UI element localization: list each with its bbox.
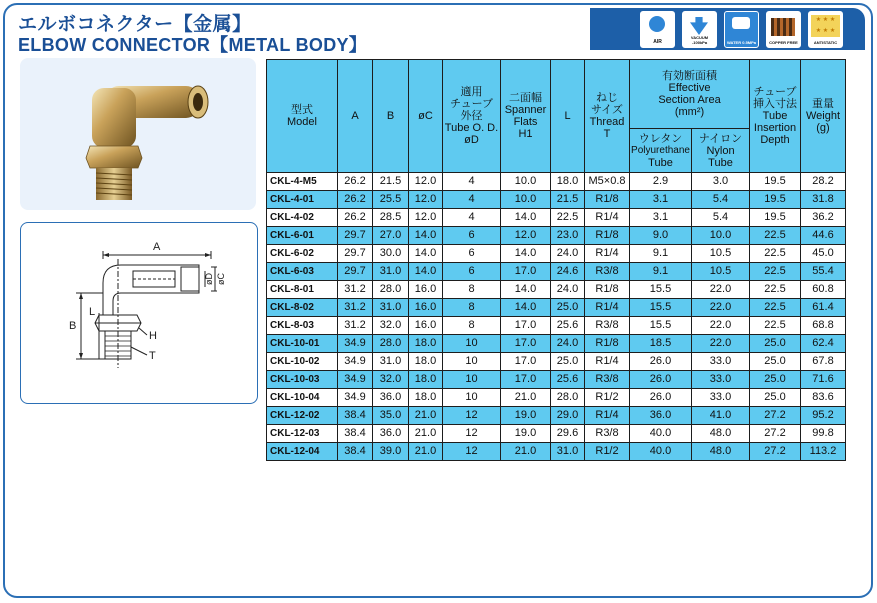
cell-c: 16.0 <box>409 299 443 317</box>
cell-pu: 2.9 <box>630 173 692 191</box>
feature-icons <box>640 11 843 48</box>
cell-model: CKL-6-01 <box>267 227 338 245</box>
cell-h: 12.0 <box>501 227 551 245</box>
cell-depth: 25.0 <box>750 389 801 407</box>
cell-t: R1/8 <box>585 335 630 353</box>
cell-model: CKL-6-03 <box>267 263 338 281</box>
table-row <box>267 281 846 299</box>
cell-c: 18.0 <box>409 335 443 353</box>
dim-d-label: øD <box>204 273 214 285</box>
cell-t: R1/4 <box>585 353 630 371</box>
dim-a-label: A <box>153 241 161 253</box>
header-thread: ねじ サイズ Thread T <box>585 60 630 173</box>
cell-l: 18.0 <box>551 173 585 191</box>
cell-t: R3/8 <box>585 263 630 281</box>
cell-b: 31.0 <box>373 263 409 281</box>
cell-depth: 19.5 <box>750 191 801 209</box>
cell-model: CKL-8-01 <box>267 281 338 299</box>
header-spanner: 二面幅 Spanner Flats H1 <box>501 60 551 173</box>
cell-d: 10 <box>443 353 501 371</box>
header-insertion-depth: チューブ 挿入寸法 Tube Insertion Depth <box>750 60 801 173</box>
table-row <box>267 317 846 335</box>
cell-weight: 45.0 <box>801 245 846 263</box>
cell-l: 29.6 <box>551 425 585 443</box>
cell-b: 28.0 <box>373 335 409 353</box>
cell-pu: 15.5 <box>630 299 692 317</box>
cell-a: 34.9 <box>338 389 373 407</box>
header-l: L <box>551 60 585 173</box>
cell-weight: 31.8 <box>801 191 846 209</box>
cell-pu: 40.0 <box>630 443 692 461</box>
dimension-diagram <box>20 222 258 404</box>
cell-l: 23.0 <box>551 227 585 245</box>
cell-model: CKL-10-01 <box>267 335 338 353</box>
cell-d: 6 <box>443 245 501 263</box>
table-row <box>267 407 846 425</box>
cell-model: CKL-10-03 <box>267 371 338 389</box>
cell-l: 24.0 <box>551 335 585 353</box>
cell-ny: 3.0 <box>692 173 750 191</box>
cell-d: 10 <box>443 389 501 407</box>
cell-depth: 22.5 <box>750 281 801 299</box>
cell-model: CKL-4-M5 <box>267 173 338 191</box>
cell-pu: 15.5 <box>630 281 692 299</box>
cell-a: 29.7 <box>338 227 373 245</box>
cell-depth: 27.2 <box>750 443 801 461</box>
cell-model: CKL-4-01 <box>267 191 338 209</box>
cell-depth: 25.0 <box>750 335 801 353</box>
cell-c: 12.0 <box>409 191 443 209</box>
cell-depth: 22.5 <box>750 227 801 245</box>
table-row <box>267 353 846 371</box>
table-row <box>267 371 846 389</box>
cell-t: R3/8 <box>585 425 630 443</box>
cell-model: CKL-12-04 <box>267 443 338 461</box>
cell-t: R1/2 <box>585 443 630 461</box>
cell-weight: 36.2 <box>801 209 846 227</box>
header-model: 型式 Model <box>267 60 338 173</box>
table-row <box>267 245 846 263</box>
cell-t: M5×0.8 <box>585 173 630 191</box>
cell-h: 14.0 <box>501 299 551 317</box>
table-row <box>267 299 846 317</box>
cell-d: 6 <box>443 263 501 281</box>
cell-b: 27.0 <box>373 227 409 245</box>
cell-t: R1/8 <box>585 191 630 209</box>
cell-pu: 26.0 <box>630 371 692 389</box>
cell-depth: 19.5 <box>750 209 801 227</box>
cell-pu: 3.1 <box>630 191 692 209</box>
cell-c: 18.0 <box>409 389 443 407</box>
cell-l: 24.6 <box>551 263 585 281</box>
cell-ny: 22.0 <box>692 335 750 353</box>
cell-l: 22.5 <box>551 209 585 227</box>
cell-c: 16.0 <box>409 281 443 299</box>
cell-ny: 41.0 <box>692 407 750 425</box>
cell-weight: 28.2 <box>801 173 846 191</box>
cell-d: 6 <box>443 227 501 245</box>
cell-depth: 27.2 <box>750 425 801 443</box>
dim-b-label: B <box>69 320 77 332</box>
cell-weight: 55.4 <box>801 263 846 281</box>
table-row <box>267 227 846 245</box>
cell-d: 4 <box>443 209 501 227</box>
cell-weight: 67.8 <box>801 353 846 371</box>
product-photo <box>20 58 256 210</box>
cell-ny: 48.0 <box>692 425 750 443</box>
cell-c: 12.0 <box>409 209 443 227</box>
cell-t: R1/4 <box>585 407 630 425</box>
cell-model: CKL-8-02 <box>267 299 338 317</box>
cell-a: 34.9 <box>338 335 373 353</box>
cell-b: 32.0 <box>373 317 409 335</box>
header-weight: 重量 Weight (g) <box>801 60 846 173</box>
cell-ny: 22.0 <box>692 317 750 335</box>
cell-h: 14.0 <box>501 209 551 227</box>
cell-t: R1/4 <box>585 299 630 317</box>
cell-h: 21.0 <box>501 389 551 407</box>
cell-weight: 62.4 <box>801 335 846 353</box>
table-row <box>267 425 846 443</box>
cell-h: 14.0 <box>501 245 551 263</box>
cell-d: 12 <box>443 425 501 443</box>
cell-d: 12 <box>443 443 501 461</box>
cell-a: 38.4 <box>338 407 373 425</box>
dim-t-label: T <box>149 350 156 362</box>
cell-weight: 44.6 <box>801 227 846 245</box>
cell-d: 8 <box>443 299 501 317</box>
header-tube-od: 適用 チューブ 外径 Tube O. D. øD <box>443 60 501 173</box>
cell-ny: 22.0 <box>692 281 750 299</box>
cell-c: 21.0 <box>409 425 443 443</box>
cell-ny: 22.0 <box>692 299 750 317</box>
dimension-drawing <box>21 223 257 403</box>
cell-pu: 15.5 <box>630 317 692 335</box>
cell-t: R1/2 <box>585 389 630 407</box>
cell-b: 32.0 <box>373 371 409 389</box>
cell-a: 34.9 <box>338 353 373 371</box>
cell-h: 17.0 <box>501 317 551 335</box>
cell-pu: 9.1 <box>630 245 692 263</box>
cell-a: 31.2 <box>338 317 373 335</box>
cell-model: CKL-10-02 <box>267 353 338 371</box>
dim-c-label: øC <box>216 273 226 285</box>
cell-pu: 9.0 <box>630 227 692 245</box>
cell-t: R3/8 <box>585 317 630 335</box>
air-icon: AIR <box>640 11 675 48</box>
cell-weight: 99.8 <box>801 425 846 443</box>
title-english: ELBOW CONNECTOR【METAL BODY】 <box>18 35 368 55</box>
header-a: A <box>338 60 373 173</box>
cell-l: 21.5 <box>551 191 585 209</box>
table-row <box>267 443 846 461</box>
cell-h: 19.0 <box>501 407 551 425</box>
cell-b: 36.0 <box>373 389 409 407</box>
cell-ny: 48.0 <box>692 443 750 461</box>
cell-d: 12 <box>443 407 501 425</box>
cell-h: 10.0 <box>501 191 551 209</box>
cell-depth: 22.5 <box>750 299 801 317</box>
cell-c: 21.0 <box>409 443 443 461</box>
cell-c: 12.0 <box>409 173 443 191</box>
cell-b: 31.0 <box>373 353 409 371</box>
cell-ny: 10.0 <box>692 227 750 245</box>
cell-h: 14.0 <box>501 281 551 299</box>
spec-table-body <box>267 173 846 461</box>
cell-pu: 26.0 <box>630 389 692 407</box>
title-japanese: エルボコネクター【金属】 <box>18 14 252 35</box>
cell-l: 24.0 <box>551 245 585 263</box>
cell-a: 29.7 <box>338 263 373 281</box>
header-urethane: ウレタン Polyurethane Tube <box>630 129 692 173</box>
cell-l: 25.6 <box>551 371 585 389</box>
vacuum-icon: VACUUM -100kPa <box>682 11 717 48</box>
cell-model: CKL-4-02 <box>267 209 338 227</box>
cell-ny: 5.4 <box>692 191 750 209</box>
cell-ny: 10.5 <box>692 263 750 281</box>
cell-model: CKL-10-04 <box>267 389 338 407</box>
cell-pu: 26.0 <box>630 353 692 371</box>
cell-h: 10.0 <box>501 173 551 191</box>
cell-model: CKL-6-02 <box>267 245 338 263</box>
cell-pu: 18.5 <box>630 335 692 353</box>
cell-weight: 95.2 <box>801 407 846 425</box>
cell-model: CKL-8-03 <box>267 317 338 335</box>
water-icon: WATER 0.5MPa <box>724 11 759 48</box>
cell-h: 17.0 <box>501 335 551 353</box>
cell-ny: 33.0 <box>692 353 750 371</box>
cell-l: 29.0 <box>551 407 585 425</box>
cell-c: 18.0 <box>409 371 443 389</box>
cell-b: 35.0 <box>373 407 409 425</box>
cell-t: R1/4 <box>585 245 630 263</box>
cell-pu: 40.0 <box>630 425 692 443</box>
spec-table <box>266 59 846 461</box>
elbow-connector-photo <box>20 58 256 210</box>
cell-c: 18.0 <box>409 353 443 371</box>
cell-ny: 33.0 <box>692 371 750 389</box>
header-nylon: ナイロン Nylon Tube <box>692 129 750 173</box>
cell-c: 14.0 <box>409 227 443 245</box>
cell-b: 25.5 <box>373 191 409 209</box>
cell-d: 4 <box>443 173 501 191</box>
cell-a: 34.9 <box>338 371 373 389</box>
cell-depth: 27.2 <box>750 407 801 425</box>
cell-l: 25.0 <box>551 299 585 317</box>
cell-b: 39.0 <box>373 443 409 461</box>
cell-ny: 33.0 <box>692 389 750 407</box>
cell-t: R1/4 <box>585 209 630 227</box>
cell-t: R1/8 <box>585 281 630 299</box>
dim-h-label: H <box>149 330 157 342</box>
cell-l: 25.0 <box>551 353 585 371</box>
cell-depth: 25.0 <box>750 371 801 389</box>
cell-depth: 19.5 <box>750 173 801 191</box>
cell-d: 10 <box>443 371 501 389</box>
cell-weight: 61.4 <box>801 299 846 317</box>
cell-h: 17.0 <box>501 371 551 389</box>
cell-l: 28.0 <box>551 389 585 407</box>
cell-weight: 83.6 <box>801 389 846 407</box>
cell-a: 29.7 <box>338 245 373 263</box>
cell-a: 38.4 <box>338 425 373 443</box>
cell-c: 14.0 <box>409 245 443 263</box>
cell-b: 28.5 <box>373 209 409 227</box>
header-b: B <box>373 60 409 173</box>
table-row <box>267 263 846 281</box>
cell-c: 14.0 <box>409 263 443 281</box>
cell-depth: 22.5 <box>750 317 801 335</box>
header-c: øC <box>409 60 443 173</box>
cell-c: 16.0 <box>409 317 443 335</box>
cell-b: 36.0 <box>373 425 409 443</box>
cell-d: 4 <box>443 191 501 209</box>
cell-l: 24.0 <box>551 281 585 299</box>
cell-l: 31.0 <box>551 443 585 461</box>
cell-weight: 68.8 <box>801 317 846 335</box>
cell-a: 31.2 <box>338 281 373 299</box>
cell-a: 26.2 <box>338 209 373 227</box>
cell-h: 17.0 <box>501 263 551 281</box>
dim-l-label: L <box>89 306 96 318</box>
cell-a: 38.4 <box>338 443 373 461</box>
cell-t: R1/8 <box>585 227 630 245</box>
cell-weight: 60.8 <box>801 281 846 299</box>
cell-depth: 25.0 <box>750 353 801 371</box>
cell-pu: 9.1 <box>630 263 692 281</box>
cell-model: CKL-12-03 <box>267 425 338 443</box>
table-row <box>267 389 846 407</box>
cell-weight: 113.2 <box>801 443 846 461</box>
table-row <box>267 335 846 353</box>
cell-h: 17.0 <box>501 353 551 371</box>
cell-d: 8 <box>443 317 501 335</box>
cell-t: R3/8 <box>585 371 630 389</box>
cell-depth: 22.5 <box>750 263 801 281</box>
cell-ny: 10.5 <box>692 245 750 263</box>
cell-depth: 22.5 <box>750 245 801 263</box>
header-section-area: 有効断面積 Effective Section Area (mm²) <box>630 60 750 129</box>
cell-b: 31.0 <box>373 299 409 317</box>
cell-a: 26.2 <box>338 191 373 209</box>
cell-model: CKL-12-02 <box>267 407 338 425</box>
table-row <box>267 191 846 209</box>
cell-c: 21.0 <box>409 407 443 425</box>
cell-d: 10 <box>443 335 501 353</box>
cell-b: 21.5 <box>373 173 409 191</box>
cell-b: 28.0 <box>373 281 409 299</box>
cell-h: 21.0 <box>501 443 551 461</box>
cell-a: 31.2 <box>338 299 373 317</box>
cell-d: 8 <box>443 281 501 299</box>
cell-weight: 71.6 <box>801 371 846 389</box>
table-row <box>267 173 846 191</box>
cell-h: 19.0 <box>501 425 551 443</box>
antistatic-icon: ★ ★ ★ ★ ★ ★ ANTISTATIC <box>808 11 843 48</box>
cell-l: 25.6 <box>551 317 585 335</box>
cell-b: 30.0 <box>373 245 409 263</box>
cell-ny: 5.4 <box>692 209 750 227</box>
copper-free-icon: COPPER FREE <box>766 11 801 48</box>
table-row <box>267 209 846 227</box>
cell-pu: 36.0 <box>630 407 692 425</box>
cell-a: 26.2 <box>338 173 373 191</box>
cell-pu: 3.1 <box>630 209 692 227</box>
